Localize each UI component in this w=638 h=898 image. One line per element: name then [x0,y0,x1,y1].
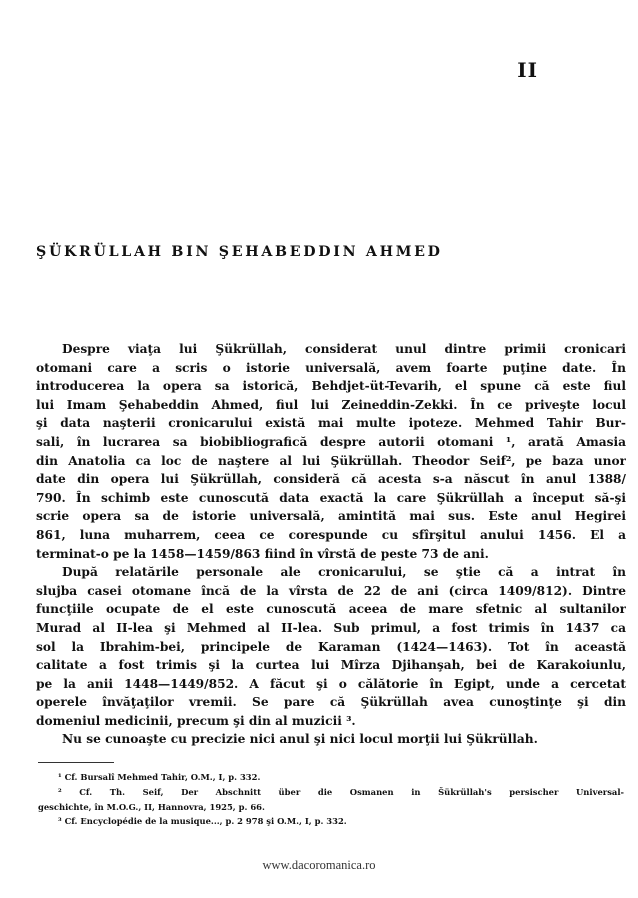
body-line: funcţiile ocupate de el este cunoscută aceea de mare sfetnic al sultanilor [36,602,626,617]
body-line: 790. În schimb este cunoscută data exactă la care Şükrüllah a început să-şi [36,490,626,505]
body-line: 861, luna muharrem, ceea ce corespunde cu sfîrşitul anului 1456. El a [36,527,626,542]
body-line: operele învăţaţilor vremii. Se pare că Şükrüllah avea cunoştinţe şi din [36,695,626,710]
body-line: Despre viaţa lui Şükrüllah, considerat unul dintre primii cronicari [62,342,626,356]
chapter-title: ŞÜKRÜLLAH BIN ŞEHABEDDIN AHMED [36,244,443,260]
footnote-1: ¹ Cf. Bursalî Mehmed Tahir, O.M., I, p. 332. [58,772,261,782]
body-line: şi data naşterii cronicarului există mai multe ipoteze. Mehmed Tahir Bur- [36,416,626,431]
footnote-3: ³ Cf. Encyclopédie de la musique..., p. 2 978 şi O.M., I, p. 332. [58,816,347,827]
body-line: din Anatolia ca loc de naştere al lui Şükrüllah. Theodor Seif², pe baza unor [36,453,626,468]
body-line: calitate a fost trimis şi la curtea lui Mîrza Djihanşah, bei de Karakoiunlu, [36,658,626,673]
footnote-2: ² Cf. Th. Seif, Der Abschnitt über die Osmanen in Šükrüllah's persischer Universal- [58,786,624,797]
chapter-number: II [517,58,538,82]
source-url: www.dacoromanica.ro [262,858,376,872]
body-line: Nu se cunoaşte cu precizie nici anul şi nici locul morţii lui Şükrüllah. [62,732,538,747]
body-line: Murad al II-lea şi Mehmed al II-lea. Sub primul, a fost trimis în 1437 ca [36,620,626,635]
footnote-2-continuation: geschichte, în M.O.G., II, Hannovra, 1925, p. 66. [38,801,265,812]
body-line: sali, în lucrarea sa biobibliografică despre autorii otomani ¹, arată Amasia [36,434,626,449]
body-line: introducerea la opera sa istorică, Behdjet-üt-Tevarih, el spune că este fiul [36,379,626,394]
body-line: După relatările personale ale cronicarului, se ştie că a intrat în [62,565,626,580]
body-line: sol la Ibrahim-bei, principele de Karaman (1424—1463). Tot în această [36,639,626,654]
body-line: domeniul medicinii, precum şi din al muzicii ³. [36,713,356,728]
body-line: slujba casei otomane încă de la vîrsta de 22 de ani (circa 1409/812). Dintre [36,583,626,598]
body-line: date din opera lui Şükrüllah, consideră că acesta s-a născut în anul 1388/ [36,472,626,487]
footnote-divider [38,762,114,763]
body-text [36,340,626,749]
body-line: scrie opera sa de istorie universală, amintită mai sus. Este anul Hegirei [36,509,626,524]
body-line: pe la anii 1448—1449/852. A făcut şi o călătorie în Egipt, unde a cercetat [36,676,626,691]
body-line: otomani care a scris o istorie universală, avem foarte puţine date. În [36,360,626,375]
body-line: terminat-o pe la 1458—1459/863 fiind în vîrstă de peste 73 de ani. [36,546,489,561]
footnotes [38,770,624,829]
body-line: lui Imam Şehabeddin Ahmed, fiul lui Zeineddin-Zekki. În ce priveşte locul [36,397,626,412]
